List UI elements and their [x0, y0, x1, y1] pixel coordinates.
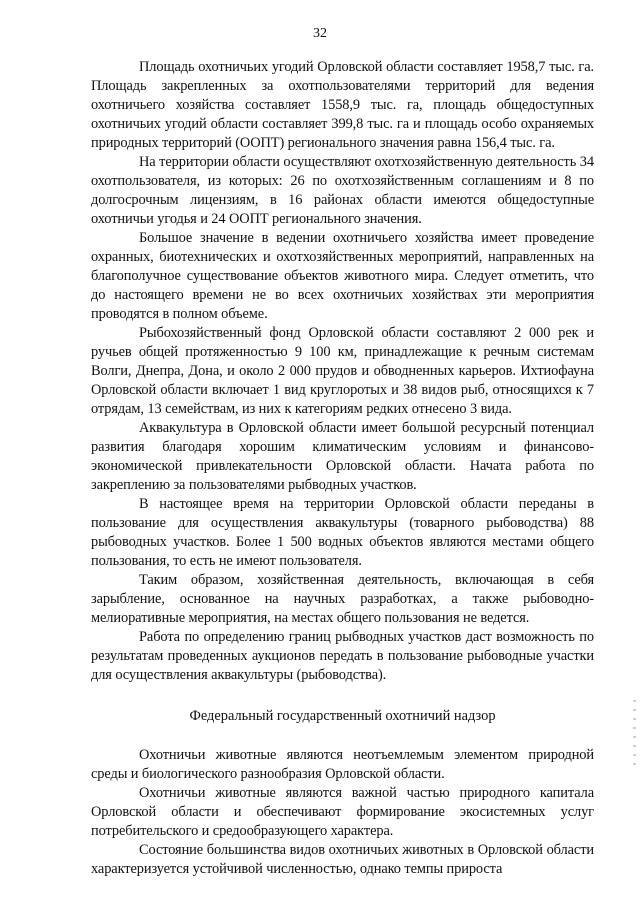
paragraph: Охотничьи животные являются неотъемлемым элементом природной среды и биологического разнообразия Орловской области. — [91, 747, 594, 782]
paragraph: Состояние большинства видов охотничьих животных в Орловской области характеризуется устойчивой численностью, однако темпы прироста — [91, 842, 594, 877]
paragraph: Работа по определению границ рыбводных участков даст возможность по результатам проведенных аукционов передать в пользование рыбоводные участки для осуществления аквакультуры (рыбоводства). — [91, 629, 594, 683]
document-body — [91, 58, 594, 879]
paragraph: Охотничьи животные являются важной частью природного капитала Орловской области и обеспечивают формирование экосистемных услуг потребительского и средообразующего характера. — [91, 785, 594, 839]
paragraph: Большое значение в ведении охотничьего хозяйства имеет проведение охранных, биотехнических и охотхозяйственных мероприятий, направленных на благополучное существование объектов животного мира. Следует отметить, что до настоящего времени не во всех охотничьих хозяйствах эти мероприятия проводятся в полном объеме. — [91, 230, 594, 322]
paragraph: Таким образом, хозяйственная деятельность, включающая в себя зарыбление, основанное на научных разработках, а также рыбоводно-мелиоративные мероприятия, на местах общего пользования не ведется. — [91, 572, 594, 626]
page-number: 32 — [313, 26, 327, 41]
paragraph: На территории области осуществляют охотхозяйственную деятельность 34 охотпользователя, из которых: 26 по охотхозяйственным соглашениям и 8 по долгосрочным лицензиям, в 16 районах области имеются общедоступные охотничьи угодья и 24 ООПТ регионального значения. — [91, 154, 594, 227]
paragraph: Площадь охотничьих угодий Орловской области составляет 1958,7 тыс. га. Площадь закрепленных за охотпользователями территорий для ведения охотничьего хозяйства составляет 1558,9 тыс. га, площадь общедоступных охотничьих угодий области составляет 399,8 тыс. га и площадь особо охраняемых природных территорий (ООПТ) регионального значения равна 156,4 тыс. га. — [91, 59, 594, 151]
paragraph: В настоящее время на территории Орловской области переданы в пользование для осуществления аквакультуры (товарного рыбоводства) 88 рыбоводных участков. Более 1 500 водных объектов являются местами общего пользования, то есть не имеют пользователя. — [91, 496, 594, 569]
paragraph: Аквакультура в Орловской области имеет большой ресурсный потенциал развития благодаря хорошим климатическим условиям и финансово-экономической привлекательности Орловской области. Начата работа по закреплению за пользователями рыбводных участков. — [91, 420, 594, 493]
scan-edge-marks — [633, 700, 636, 770]
paragraph: Рыбохозяйственный фонд Орловской области составляют 2 000 рек и ручьев общей протяженностью 9 100 км, принадлежащие к речным системам Волги, Днепра, Дона, и около 2 000 прудов и обводненных карьеров. Ихтиофауна Орловской области включает 1 вид круглоротых и 38 видов рыб, относящихся к 7 отрядам, 13 семействам, из них к категориям редких отнесено 3 вида. — [91, 325, 594, 417]
section-heading: Федеральный государственный охотничий надзор — [189, 708, 496, 724]
